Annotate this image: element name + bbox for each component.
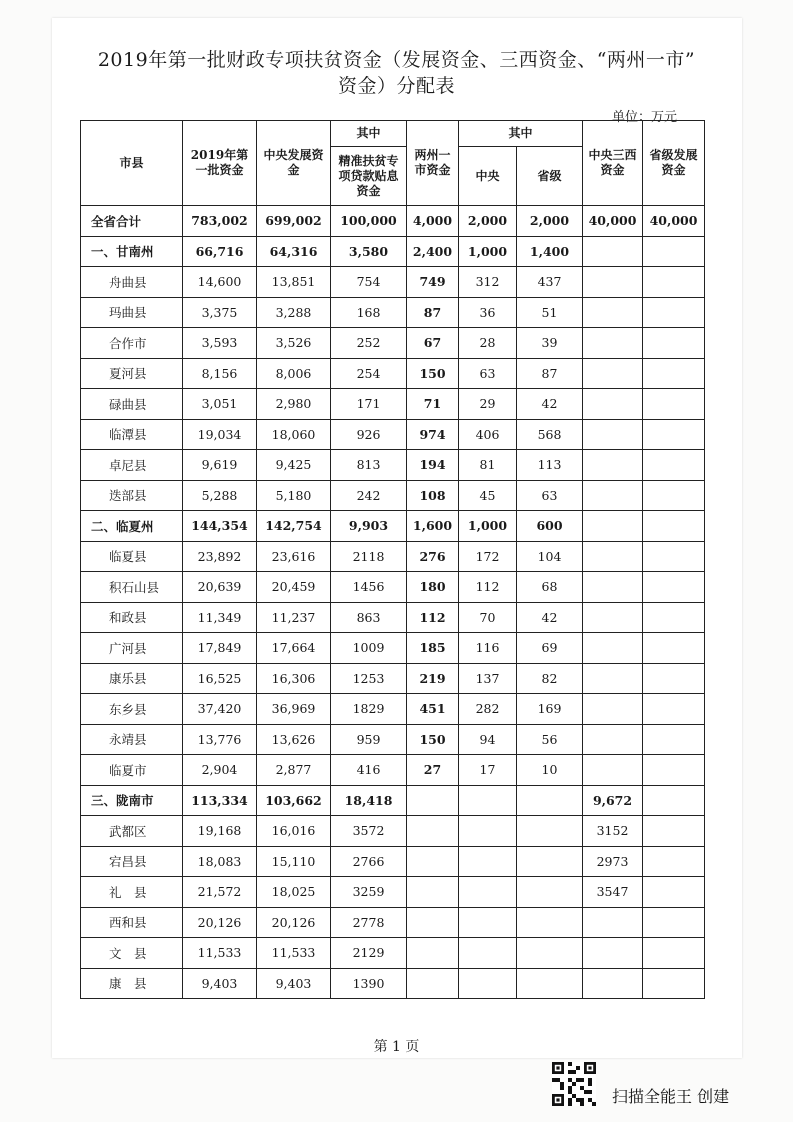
cell-name: 舟曲县 xyxy=(81,267,183,298)
cell-dev: 18,025 xyxy=(257,877,331,908)
cell-name: 玛曲县 xyxy=(81,297,183,328)
cell-prov: 68 xyxy=(517,572,583,603)
table-body xyxy=(81,206,705,999)
table-row xyxy=(81,633,705,664)
cell-provdev xyxy=(643,450,705,481)
cell-loan: 168 xyxy=(331,297,407,328)
cell-total: 11,533 xyxy=(183,938,257,969)
cell-loan: 252 xyxy=(331,328,407,359)
cell-total: 9,403 xyxy=(183,968,257,999)
cell-sanxi: 40,000 xyxy=(583,206,643,237)
cell-total: 23,892 xyxy=(183,541,257,572)
cell-loan: 1829 xyxy=(331,694,407,725)
cell-prov: 51 xyxy=(517,297,583,328)
cell-prov: 104 xyxy=(517,541,583,572)
cell-provdev xyxy=(643,572,705,603)
cell-sanxi: 9,672 xyxy=(583,785,643,816)
cell-provdev xyxy=(643,419,705,450)
cell-prov xyxy=(517,938,583,969)
cell-two xyxy=(407,785,459,816)
cell-central: 70 xyxy=(459,602,517,633)
cell-prov xyxy=(517,968,583,999)
cell-name: 碌曲县 xyxy=(81,389,183,420)
cell-loan: 926 xyxy=(331,419,407,450)
cell-name: 武都区 xyxy=(81,816,183,847)
cell-dev: 2,877 xyxy=(257,755,331,786)
cell-two: 276 xyxy=(407,541,459,572)
header-two-states: 两州一市资金 xyxy=(407,121,459,206)
cell-dev: 5,180 xyxy=(257,480,331,511)
cell-sanxi xyxy=(583,724,643,755)
cell-two: 71 xyxy=(407,389,459,420)
header-county: 市县 xyxy=(81,121,183,206)
cell-two: 108 xyxy=(407,480,459,511)
cell-name: 和政县 xyxy=(81,602,183,633)
cell-provdev xyxy=(643,816,705,847)
cell-sanxi xyxy=(583,602,643,633)
cell-dev: 13,851 xyxy=(257,267,331,298)
cell-central: 112 xyxy=(459,572,517,603)
cell-dev: 17,664 xyxy=(257,633,331,664)
cell-dev: 11,533 xyxy=(257,938,331,969)
cell-sanxi xyxy=(583,938,643,969)
table-row xyxy=(81,450,705,481)
cell-loan: 2118 xyxy=(331,541,407,572)
cell-total: 3,375 xyxy=(183,297,257,328)
cell-name: 迭部县 xyxy=(81,480,183,511)
cell-total: 20,639 xyxy=(183,572,257,603)
cell-total: 17,849 xyxy=(183,633,257,664)
cell-dev: 18,060 xyxy=(257,419,331,450)
cell-total: 13,776 xyxy=(183,724,257,755)
cell-prov xyxy=(517,846,583,877)
cell-central xyxy=(459,816,517,847)
cell-prov: 42 xyxy=(517,602,583,633)
table-row xyxy=(81,816,705,847)
cell-dev: 20,459 xyxy=(257,572,331,603)
cell-total: 144,354 xyxy=(183,511,257,542)
cell-sanxi xyxy=(583,450,643,481)
header-central: 中央 xyxy=(459,147,517,206)
cell-prov: 568 xyxy=(517,419,583,450)
cell-central: 406 xyxy=(459,419,517,450)
cell-central: 29 xyxy=(459,389,517,420)
cell-name: 文 县 xyxy=(81,938,183,969)
cell-sanxi xyxy=(583,328,643,359)
cell-dev: 3,288 xyxy=(257,297,331,328)
cell-provdev xyxy=(643,846,705,877)
cell-provdev xyxy=(643,236,705,267)
cell-provdev xyxy=(643,541,705,572)
header-of-which-1: 其中 xyxy=(331,121,407,147)
cell-sanxi xyxy=(583,694,643,725)
table-row xyxy=(81,663,705,694)
cell-total: 18,083 xyxy=(183,846,257,877)
cell-central: 282 xyxy=(459,694,517,725)
cell-central xyxy=(459,968,517,999)
cell-prov: 169 xyxy=(517,694,583,725)
cell-loan: 100,000 xyxy=(331,206,407,237)
cell-loan: 2129 xyxy=(331,938,407,969)
cell-sanxi xyxy=(583,968,643,999)
cell-total: 3,593 xyxy=(183,328,257,359)
cell-total: 20,126 xyxy=(183,907,257,938)
cell-name: 二、临夏州 xyxy=(81,511,183,542)
cell-two: 4,000 xyxy=(407,206,459,237)
cell-name: 礼 县 xyxy=(81,877,183,908)
table-row xyxy=(81,968,705,999)
cell-prov: 82 xyxy=(517,663,583,694)
cell-prov: 39 xyxy=(517,328,583,359)
cell-total: 66,716 xyxy=(183,236,257,267)
cell-name: 全省合计 xyxy=(81,206,183,237)
cell-prov: 1,400 xyxy=(517,236,583,267)
cell-central xyxy=(459,785,517,816)
header-of-which-2: 其中 xyxy=(459,121,583,147)
cell-two: 451 xyxy=(407,694,459,725)
cell-dev: 13,626 xyxy=(257,724,331,755)
cell-sanxi xyxy=(583,633,643,664)
cell-dev: 36,969 xyxy=(257,694,331,725)
cell-total: 2,904 xyxy=(183,755,257,786)
cell-two: 150 xyxy=(407,724,459,755)
cell-provdev xyxy=(643,785,705,816)
cell-loan: 3,580 xyxy=(331,236,407,267)
cell-loan: 2766 xyxy=(331,846,407,877)
cell-central: 1,000 xyxy=(459,236,517,267)
cell-total: 16,525 xyxy=(183,663,257,694)
cell-sanxi: 3152 xyxy=(583,816,643,847)
cell-dev: 11,237 xyxy=(257,602,331,633)
cell-prov: 87 xyxy=(517,358,583,389)
table-row xyxy=(81,694,705,725)
header-prov-dev: 省级发展资金 xyxy=(643,121,705,206)
allocation-table xyxy=(80,120,705,999)
cell-sanxi xyxy=(583,267,643,298)
cell-provdev xyxy=(643,328,705,359)
cell-total: 21,572 xyxy=(183,877,257,908)
table-row xyxy=(81,297,705,328)
table-row xyxy=(81,877,705,908)
cell-two: 1,600 xyxy=(407,511,459,542)
cell-name: 临夏市 xyxy=(81,755,183,786)
cell-central: 1,000 xyxy=(459,511,517,542)
cell-name: 东乡县 xyxy=(81,694,183,725)
cell-dev: 9,403 xyxy=(257,968,331,999)
cell-provdev xyxy=(643,480,705,511)
cell-two: 219 xyxy=(407,663,459,694)
cell-two: 185 xyxy=(407,633,459,664)
cell-two: 2,400 xyxy=(407,236,459,267)
cell-dev: 23,616 xyxy=(257,541,331,572)
document-title xyxy=(0,47,793,99)
cell-dev: 16,016 xyxy=(257,816,331,847)
cell-central: 2,000 xyxy=(459,206,517,237)
cell-prov xyxy=(517,877,583,908)
cell-two: 749 xyxy=(407,267,459,298)
cell-prov: 2,000 xyxy=(517,206,583,237)
cell-name: 一、甘南州 xyxy=(81,236,183,267)
cell-prov: 113 xyxy=(517,450,583,481)
cell-loan: 3572 xyxy=(331,816,407,847)
table-row xyxy=(81,328,705,359)
cell-two: 974 xyxy=(407,419,459,450)
cell-sanxi xyxy=(583,907,643,938)
cell-total: 8,156 xyxy=(183,358,257,389)
cell-provdev xyxy=(643,663,705,694)
cell-loan: 1456 xyxy=(331,572,407,603)
cell-total: 5,288 xyxy=(183,480,257,511)
cell-name: 永靖县 xyxy=(81,724,183,755)
table-row xyxy=(81,358,705,389)
cell-dev: 142,754 xyxy=(257,511,331,542)
table-row xyxy=(81,755,705,786)
table-row xyxy=(81,511,705,542)
cell-dev: 8,006 xyxy=(257,358,331,389)
cell-central xyxy=(459,877,517,908)
cell-central: 116 xyxy=(459,633,517,664)
cell-two: 194 xyxy=(407,450,459,481)
cell-name: 卓尼县 xyxy=(81,450,183,481)
cell-dev: 9,425 xyxy=(257,450,331,481)
table-row xyxy=(81,938,705,969)
header-precise-loan: 精准扶贫专项贷款贴息资金 xyxy=(331,147,407,206)
cell-dev: 103,662 xyxy=(257,785,331,816)
cell-provdev xyxy=(643,877,705,908)
cell-name: 西和县 xyxy=(81,907,183,938)
cell-loan: 2778 xyxy=(331,907,407,938)
cell-sanxi xyxy=(583,236,643,267)
cell-prov: 10 xyxy=(517,755,583,786)
cell-loan: 813 xyxy=(331,450,407,481)
cell-sanxi xyxy=(583,358,643,389)
table-row xyxy=(81,419,705,450)
cell-name: 三、陇南市 xyxy=(81,785,183,816)
page-number: 第 1 页 xyxy=(373,1039,420,1055)
cell-dev: 64,316 xyxy=(257,236,331,267)
unit-label: 单位：万元 xyxy=(612,110,678,125)
cell-two xyxy=(407,846,459,877)
table-row xyxy=(81,602,705,633)
cell-prov: 42 xyxy=(517,389,583,420)
cell-name: 合作市 xyxy=(81,328,183,359)
cell-provdev xyxy=(643,724,705,755)
cell-central: 172 xyxy=(459,541,517,572)
cell-total: 37,420 xyxy=(183,694,257,725)
table-row xyxy=(81,846,705,877)
cell-central: 81 xyxy=(459,450,517,481)
cell-central: 63 xyxy=(459,358,517,389)
cell-prov: 437 xyxy=(517,267,583,298)
cell-total: 9,619 xyxy=(183,450,257,481)
cell-sanxi xyxy=(583,297,643,328)
cell-provdev xyxy=(643,755,705,786)
header-sanxi: 中央三西资金 xyxy=(583,121,643,206)
cell-provdev xyxy=(643,633,705,664)
cell-provdev: 40,000 xyxy=(643,206,705,237)
cell-two: 27 xyxy=(407,755,459,786)
cell-sanxi xyxy=(583,541,643,572)
cell-name: 积石山县 xyxy=(81,572,183,603)
table-row xyxy=(81,480,705,511)
cell-loan: 254 xyxy=(331,358,407,389)
table-row xyxy=(81,389,705,420)
table-row xyxy=(81,785,705,816)
cell-provdev xyxy=(643,297,705,328)
cell-dev: 20,126 xyxy=(257,907,331,938)
header-central-dev: 中央发展资金 xyxy=(257,121,331,206)
header-total: 2019年第一批资金 xyxy=(183,121,257,206)
cell-prov xyxy=(517,816,583,847)
cell-prov: 69 xyxy=(517,633,583,664)
cell-two: 87 xyxy=(407,297,459,328)
cell-central: 28 xyxy=(459,328,517,359)
cell-central: 137 xyxy=(459,663,517,694)
cell-dev: 2,980 xyxy=(257,389,331,420)
cell-prov: 600 xyxy=(517,511,583,542)
cell-dev: 15,110 xyxy=(257,846,331,877)
table-row xyxy=(81,724,705,755)
cell-provdev xyxy=(643,267,705,298)
cell-central: 312 xyxy=(459,267,517,298)
cell-name: 临夏县 xyxy=(81,541,183,572)
cell-loan: 959 xyxy=(331,724,407,755)
table-row xyxy=(81,236,705,267)
cell-central xyxy=(459,846,517,877)
cell-loan: 3259 xyxy=(331,877,407,908)
cell-loan: 9,903 xyxy=(331,511,407,542)
cell-provdev xyxy=(643,938,705,969)
cell-two: 112 xyxy=(407,602,459,633)
table-row xyxy=(81,572,705,603)
cell-two xyxy=(407,877,459,908)
cell-total: 783,002 xyxy=(183,206,257,237)
cell-two: 180 xyxy=(407,572,459,603)
cell-loan: 171 xyxy=(331,389,407,420)
cell-prov xyxy=(517,907,583,938)
cell-loan: 754 xyxy=(331,267,407,298)
table-row xyxy=(81,206,705,237)
cell-two xyxy=(407,907,459,938)
cell-sanxi xyxy=(583,419,643,450)
cell-provdev xyxy=(643,907,705,938)
cell-name: 广河县 xyxy=(81,633,183,664)
cell-provdev xyxy=(643,358,705,389)
cell-two xyxy=(407,816,459,847)
cell-provdev xyxy=(643,694,705,725)
title-line-2: 资金）分配表 xyxy=(337,75,455,97)
header-provincial: 省级 xyxy=(517,147,583,206)
cell-central: 45 xyxy=(459,480,517,511)
cell-two: 150 xyxy=(407,358,459,389)
cell-dev: 699,002 xyxy=(257,206,331,237)
cell-sanxi: 2973 xyxy=(583,846,643,877)
scanner-watermark: 扫描全能王 创建 xyxy=(612,1087,730,1106)
cell-central: 36 xyxy=(459,297,517,328)
cell-name: 宕昌县 xyxy=(81,846,183,877)
cell-sanxi xyxy=(583,755,643,786)
cell-dev: 3,526 xyxy=(257,328,331,359)
cell-total: 19,034 xyxy=(183,419,257,450)
cell-name: 临潭县 xyxy=(81,419,183,450)
cell-central xyxy=(459,938,517,969)
cell-name: 夏河县 xyxy=(81,358,183,389)
table-row xyxy=(81,541,705,572)
title-line-1: 2019年第一批财政专项扶贫资金（发展资金、三西资金、“两州一市” xyxy=(97,49,696,71)
cell-provdev xyxy=(643,511,705,542)
cell-loan: 1390 xyxy=(331,968,407,999)
cell-sanxi xyxy=(583,480,643,511)
cell-two xyxy=(407,968,459,999)
cell-name: 康 县 xyxy=(81,968,183,999)
cell-loan: 863 xyxy=(331,602,407,633)
cell-name: 康乐县 xyxy=(81,663,183,694)
cell-loan: 18,418 xyxy=(331,785,407,816)
cell-sanxi xyxy=(583,663,643,694)
table-row xyxy=(81,907,705,938)
cell-two xyxy=(407,938,459,969)
cell-sanxi xyxy=(583,572,643,603)
cell-provdev xyxy=(643,602,705,633)
cell-total: 11,349 xyxy=(183,602,257,633)
cell-total: 113,334 xyxy=(183,785,257,816)
cell-dev: 16,306 xyxy=(257,663,331,694)
cell-prov: 63 xyxy=(517,480,583,511)
cell-total: 14,600 xyxy=(183,267,257,298)
qr-code-icon xyxy=(552,1062,596,1106)
cell-provdev xyxy=(643,389,705,420)
table-row xyxy=(81,267,705,298)
cell-central xyxy=(459,907,517,938)
cell-loan: 242 xyxy=(331,480,407,511)
cell-two: 67 xyxy=(407,328,459,359)
cell-total: 19,168 xyxy=(183,816,257,847)
cell-total: 3,051 xyxy=(183,389,257,420)
cell-sanxi xyxy=(583,511,643,542)
cell-provdev xyxy=(643,968,705,999)
cell-sanxi: 3547 xyxy=(583,877,643,908)
cell-loan: 1009 xyxy=(331,633,407,664)
cell-central: 94 xyxy=(459,724,517,755)
cell-loan: 416 xyxy=(331,755,407,786)
cell-prov xyxy=(517,785,583,816)
cell-sanxi xyxy=(583,389,643,420)
cell-central: 17 xyxy=(459,755,517,786)
cell-prov: 56 xyxy=(517,724,583,755)
cell-loan: 1253 xyxy=(331,663,407,694)
